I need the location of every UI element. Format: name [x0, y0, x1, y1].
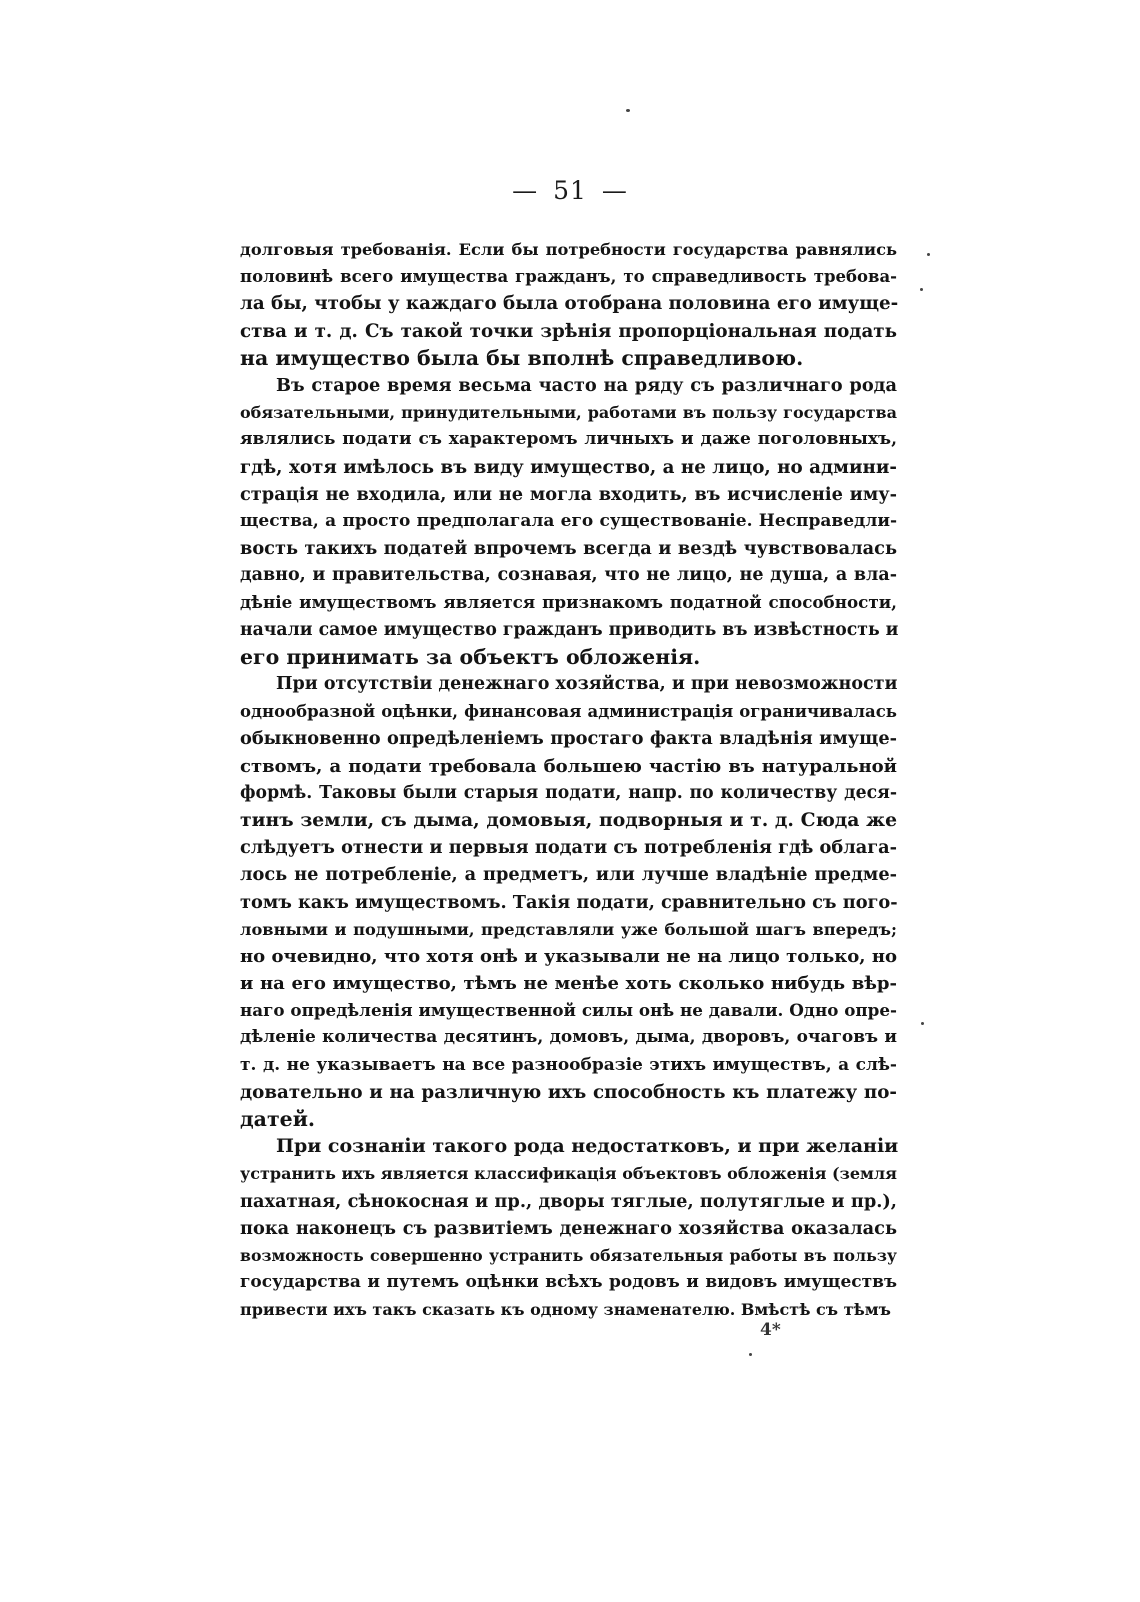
- text-line: Въ старое время весьма часто на ряду съ различнаго рода: [276, 374, 897, 396]
- text-line: довательно и на различную ихъ способность къ платежу по-: [240, 1081, 897, 1103]
- paragraph: [240, 671, 897, 1133]
- text-line: обыкновенно опредѣленіемъ простаго факта владѣнія имуще-: [240, 728, 897, 750]
- paragraph: [240, 236, 897, 372]
- text-line: являлись подати съ характеромъ личныхъ и даже поголовныхъ,: [240, 429, 897, 450]
- page-number: [0, 176, 1140, 205]
- text-line: привести ихъ такъ сказать къ одному знаменателю. Вмѣстѣ съ тѣмъ: [240, 1300, 891, 1320]
- text-line: т. д. не указываетъ на все разнообразіе этихъ имуществъ, а слѣ-: [240, 1054, 897, 1075]
- text-line: томъ какъ имуществомъ. Такія подати, сравнительно съ пого-: [240, 891, 898, 913]
- text-line: давно, и правительства, сознавая, что не лицо, не душа, а вла-: [240, 565, 897, 586]
- scan-speck: [749, 1353, 752, 1356]
- text-line: на имущество была бы вполнѣ справедливою.: [240, 345, 804, 370]
- text-line: его принимать за объектъ обложенія.: [240, 644, 701, 669]
- text-line: обязательными, принудительными, работами въ пользу государства: [240, 403, 897, 423]
- text-line: государства и путемъ оцѣнки всѣхъ родовъ и видовъ имуществъ: [240, 1272, 897, 1293]
- text-line: слѣдуетъ отнести и первыя подати съ потребленія гдѣ облага-: [240, 837, 897, 859]
- text-line: дѣленіе количества десятинъ, домовъ, дыма, дворовъ, очаговъ и: [240, 1027, 897, 1048]
- paragraph: [240, 372, 897, 671]
- text-line: вость такихъ податей впрочемъ всегда и вездѣ чувствовалась: [240, 538, 897, 560]
- text-line: пахатная, сѣнокосная и пр., дворы тяглые, полутяглые и пр.),: [240, 1190, 897, 1212]
- text-line: При сознаніи такого рода недостатковъ, и при желаніи: [276, 1135, 899, 1158]
- text-line: лось не потребленіе, а предметъ, или лучше владѣніе предме-: [240, 864, 897, 886]
- scan-speck: [921, 1022, 924, 1025]
- text-line: начали самое имущество гражданъ приводить въ извѣстность и: [240, 619, 899, 640]
- text-line: и на его имущество, тѣмъ не менѣе хоть сколько нибудь вѣр-: [240, 973, 897, 995]
- text-line: половинѣ всего имущества гражданъ, то справедливость требова-: [240, 267, 897, 287]
- scan-speck: [927, 253, 930, 256]
- text-line: тинъ земли, съ дыма, домовыя, подворныя и т. д. Сюда же: [240, 808, 897, 831]
- text-line: пока наконецъ съ развитіемъ денежнаго хозяйства оказалась: [240, 1217, 897, 1239]
- text-line: гдѣ, хотя имѣлось въ виду имущество, а не лицо, но админи-: [240, 456, 897, 478]
- text-line: устранить ихъ является классификація объектовъ обложенія (земля: [240, 1164, 897, 1184]
- text-line: щества, а просто предполагала его существованіе. Несправедли-: [240, 510, 897, 531]
- text-line: долговыя требованія. Если бы потребности государства равнялись: [240, 240, 897, 259]
- scan-speck: [920, 288, 923, 291]
- text-line: датей.: [240, 1107, 316, 1131]
- text-line: При отсутствіи денежнаго хозяйства, и при невозможности: [276, 674, 898, 694]
- text-line: дѣніе имуществомъ является признакомъ податной способности,: [240, 592, 897, 613]
- page-number-dash-left: —: [512, 176, 539, 205]
- page-number-value: 51: [553, 176, 587, 205]
- paragraph: [240, 1133, 897, 1323]
- printer-signature-mark: 4*: [760, 1320, 781, 1340]
- text-line: ствомъ, а подати требовала большею частію въ натуральной: [240, 755, 897, 777]
- text-line: ловными и подушными, представляли уже большой шагъ впередъ;: [240, 919, 897, 939]
- text-line: наго опредѣленія имущественной силы онѣ не давали. Одно опре-: [240, 1000, 897, 1021]
- text-line: ла бы, чтобы у каждаго была отобрана половина его имуще-: [240, 293, 899, 315]
- page-number-dash-right: —: [601, 176, 628, 205]
- text-line: ства и т. д. Съ такой точки зрѣнія пропорціональная подать: [240, 320, 897, 342]
- body-text: [240, 236, 897, 1324]
- text-line: возможность совершенно устранить обязательныя работы въ пользу: [240, 1245, 897, 1265]
- scan-speck: [626, 109, 630, 112]
- text-line: страція не входила, или не могла входить, въ исчисленіе иму-: [240, 483, 897, 505]
- text-line: но очевидно, что хотя онѣ и указывали не на лицо только, но: [240, 945, 897, 967]
- text-line: однообразной оцѣнки, финансовая администрація ограничивалась: [240, 702, 897, 722]
- text-line: формѣ. Таковы были старыя подати, напр. по количеству деся-: [240, 782, 897, 803]
